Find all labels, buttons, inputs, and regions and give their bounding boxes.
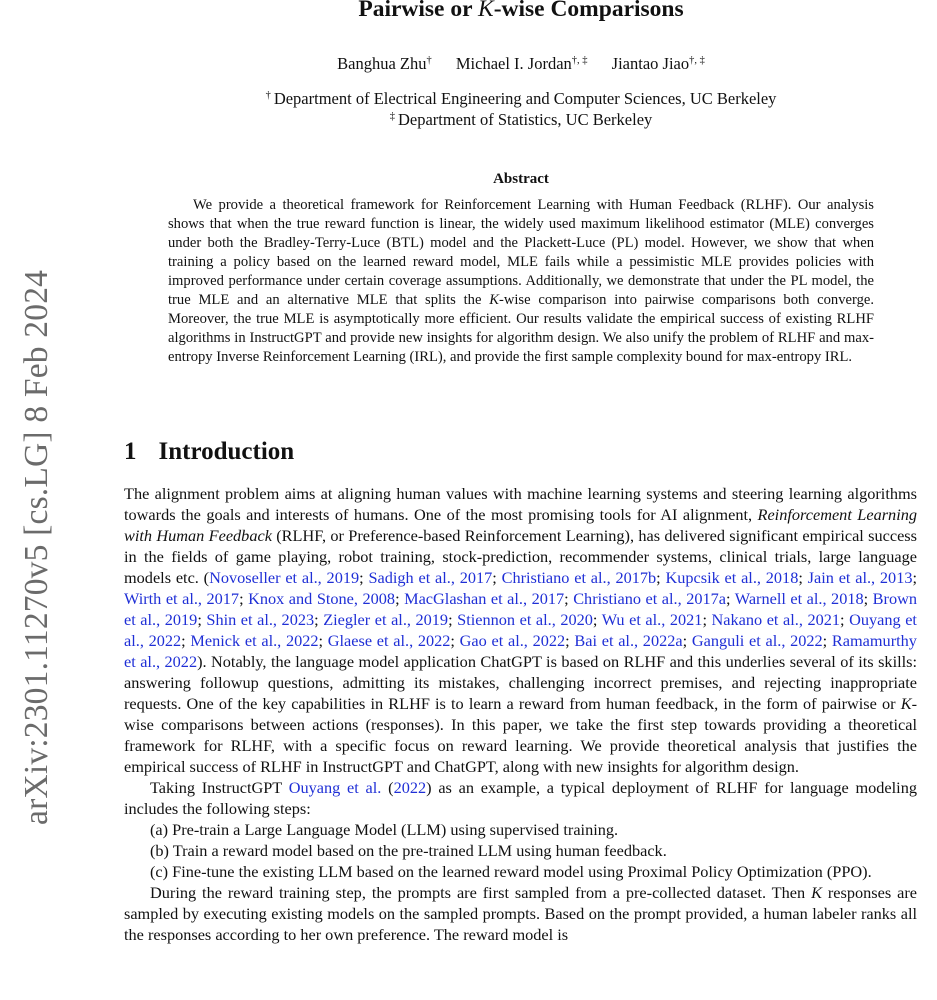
author [612, 54, 705, 73]
affiliation-text: Department of Electrical Engineering and Computer Sciences, UC Berkeley [273, 89, 777, 108]
citation-link[interactable]: Bai et al., 2022a [574, 631, 683, 650]
citation-link[interactable]: Brown et al., 2019 [124, 589, 917, 629]
paragraph-text: (RLHF, or Preference-based Reinforcement Learning), has delivered significant empirical success in the fields of game playing, robot training, stock-prediction, recommender systems, clinical trials, large language models etc. ( [124, 526, 917, 587]
affiliation-marker: ‡ [389, 111, 395, 122]
step-item: (c) Fine-tune the existing LLM based on the learned reward model using Proximal Policy Optimization (PPO). [150, 862, 872, 881]
paragraph-text: Taking InstructGPT [150, 778, 289, 797]
paragraph-text: ( [381, 778, 394, 797]
title-text-pre: Pairwise or [358, 0, 478, 22]
citation-link[interactable]: Christiano et al., 2017b [501, 568, 657, 587]
citation-link[interactable]: Wirth et al., 2017 [124, 589, 240, 608]
paragraph-text: During the reward training step, the prompts are first sampled from a pre-collected dataset. Then [150, 883, 812, 902]
citation-link[interactable]: Kupcsik et al., 2018 [665, 568, 799, 587]
abstract-heading: Abstract [493, 171, 549, 187]
paragraph-text: responses are sampled by executing existing models on the sampled prompts. Based on the prompt provided, a human labeler ranks all the responses according to her own preference. The reward model is [124, 883, 918, 944]
citation-link[interactable]: Shin et al., 2023 [206, 610, 315, 629]
emphasized-term: Reinforcement Learning with Human Feedback [124, 505, 918, 545]
paragraph [124, 483, 917, 777]
citation-link[interactable]: MacGlashan et al., 2017 [404, 589, 565, 608]
step-item: (b) Train a reward model based on the pre-trained LLM using human feedback. [150, 841, 667, 860]
author [337, 54, 432, 73]
abstract-text: We provide a theoretical framework for Reinforcement Learning with Human Feedback (RLHF). Our analysis shows that when the true reward function is linear, the widely used maximum likelihood estimator (MLE) converges under both the Bradley-Terry-Luce (BTL) model and the Plackett-Luce (PL) model. However, we show that when training a policy based on the learned reward model, MLE fails while a pessimistic MLE provides policies with improved performance under certain coverage assumptions. Additionally, we demonstrate that under the PL model, the true MLE and an alternative MLE that splits the [168, 197, 874, 308]
citation-link[interactable]: Novoseller et al., 2019 [209, 568, 360, 587]
paper-title [0, 0, 937, 24]
author-name: Jiantao Jiao [611, 54, 690, 73]
step-item: (a) Pre-train a Large Language Model (LLM) using supervised training. [150, 820, 619, 839]
section-number: 1 [124, 438, 137, 465]
citation-link[interactable]: Menick et al., 2022 [190, 631, 319, 650]
citation-link[interactable]: Jain et al., 2013 [807, 568, 913, 587]
citation-link[interactable]: Sadigh et al., 2017 [368, 568, 493, 587]
paragraph [124, 882, 917, 945]
introduction-body [124, 483, 917, 945]
author-name: Michael I. Jordan [455, 54, 572, 73]
abstract-body [168, 196, 874, 367]
citation-link[interactable]: Knox and Stone, 2008 [248, 589, 396, 608]
citation-list: Novoseller et al., 2019; Sadigh et al., 2017; Christiano et al., 2017b; Kupcsik et al., 2018; Jain et al., 2013; Wirth et al., 2017; Knox and Stone, 2008; MacGlashan et al., 2017; Christiano et al., 2017a; Warnell et al., 2018; Brown et al., 2019; Shin et al., 2023; Ziegler et al., 2019; Stiennon et al., 2020; Wu et al., 2021; Nakano et al., 2021; Ouyang et al., 2022; Menick et al., 2022; Glaese et al., 2022; Gao et al., 2022; Bai et al., 2022a; Ganguli et al., 2022; Ramamurthy et al., 2022 [124, 568, 918, 671]
section-heading [124, 436, 294, 468]
paragraph [124, 777, 917, 819]
paragraph-text: ) as an example, a typical deployment of RLHF for language modeling includes the following steps: [124, 778, 917, 818]
citation-link[interactable]: Glaese et al., 2022 [327, 631, 451, 650]
citation-link[interactable]: Ouyang et al. [288, 778, 382, 797]
author [456, 54, 588, 73]
citation-link[interactable]: Nakano et al., 2021 [711, 610, 841, 629]
citation-link[interactable]: Ziegler et al., 2019 [323, 610, 449, 629]
title-text-post: -wise Comparisons [493, 0, 684, 22]
author-list [0, 50, 937, 75]
affiliation-text: Department of Statistics, UC Berkeley [397, 110, 653, 129]
citation-link[interactable]: Ramamurthy et al., 2022 [124, 631, 917, 671]
abstract-text: -wise comparison into pairwise comparisons both converge. Moreover, the true MLE is asymptotically more efficient. Our results validate the empirical success of existing RLHF algorithms in InstructGPT and provide new insights for algorithm design. We also unify the problem of RLHF and max-entropy Inverse Reinforcement Learning (IRL), and provide the first sample complexity bound for max-entropy IRL. [168, 292, 875, 365]
citation-link[interactable]: Ouyang et al., 2022 [124, 610, 917, 650]
paragraph-text: ). Notably, the language model application ChatGPT is based on RLHF and this underlies several of its skills: answering followup questions, admitting its mistakes, challenging incorrect premises, and rejecting inappropriate requests. One of the key capabilities in RLHF is to learn a reward from human feedback, in the form of pairwise or [124, 652, 917, 713]
affiliation-line [0, 106, 937, 130]
affiliation-marker: † [426, 55, 432, 66]
paragraph-text: -wise comparisons between actions (responses). In this paper, we take the first step towards providing a theoretical framework for RLHF, with a specific focus on reward learning. We provide theoretical analysis that justifies the empirical success of RLHF in InstructGPT and ChatGPT, along with new insights for algorithm design. [124, 694, 917, 776]
citation-year-link[interactable]: 2022 [393, 778, 427, 797]
paragraph-text: The alignment problem aims at aligning human values with machine learning systems and steering learning algorithms towards the goals and interests of humans. One of the most promising tools for AI alignment, [124, 484, 917, 524]
citation-link[interactable]: Warnell et al., 2018 [734, 589, 864, 608]
title-variable-k: K [478, 0, 494, 22]
arxiv-identifier: arXiv:2301.11270v5 [cs.LG] 8 Feb 2024 [18, 269, 55, 825]
affiliation-marker: †, ‡ [689, 55, 705, 66]
author-name: Banghua Zhu [337, 54, 427, 73]
citation-link[interactable]: Wu et al., 2021 [601, 610, 703, 629]
affiliation-marker: † [265, 90, 271, 101]
math-variable-k: K [489, 292, 499, 308]
arxiv-stamp [14, 0, 60, 1000]
citation-link[interactable]: Ganguli et al., 2022 [691, 631, 823, 650]
citation-link[interactable]: Christiano et al., 2017a [573, 589, 726, 608]
citation-link[interactable]: Gao et al., 2022 [459, 631, 566, 650]
math-variable-k: K [811, 883, 822, 902]
affiliation-marker: †, ‡ [571, 55, 588, 66]
section-title: Introduction [158, 438, 295, 465]
math-variable-k: K [900, 694, 912, 713]
citation-link[interactable]: Stiennon et al., 2020 [457, 610, 593, 629]
